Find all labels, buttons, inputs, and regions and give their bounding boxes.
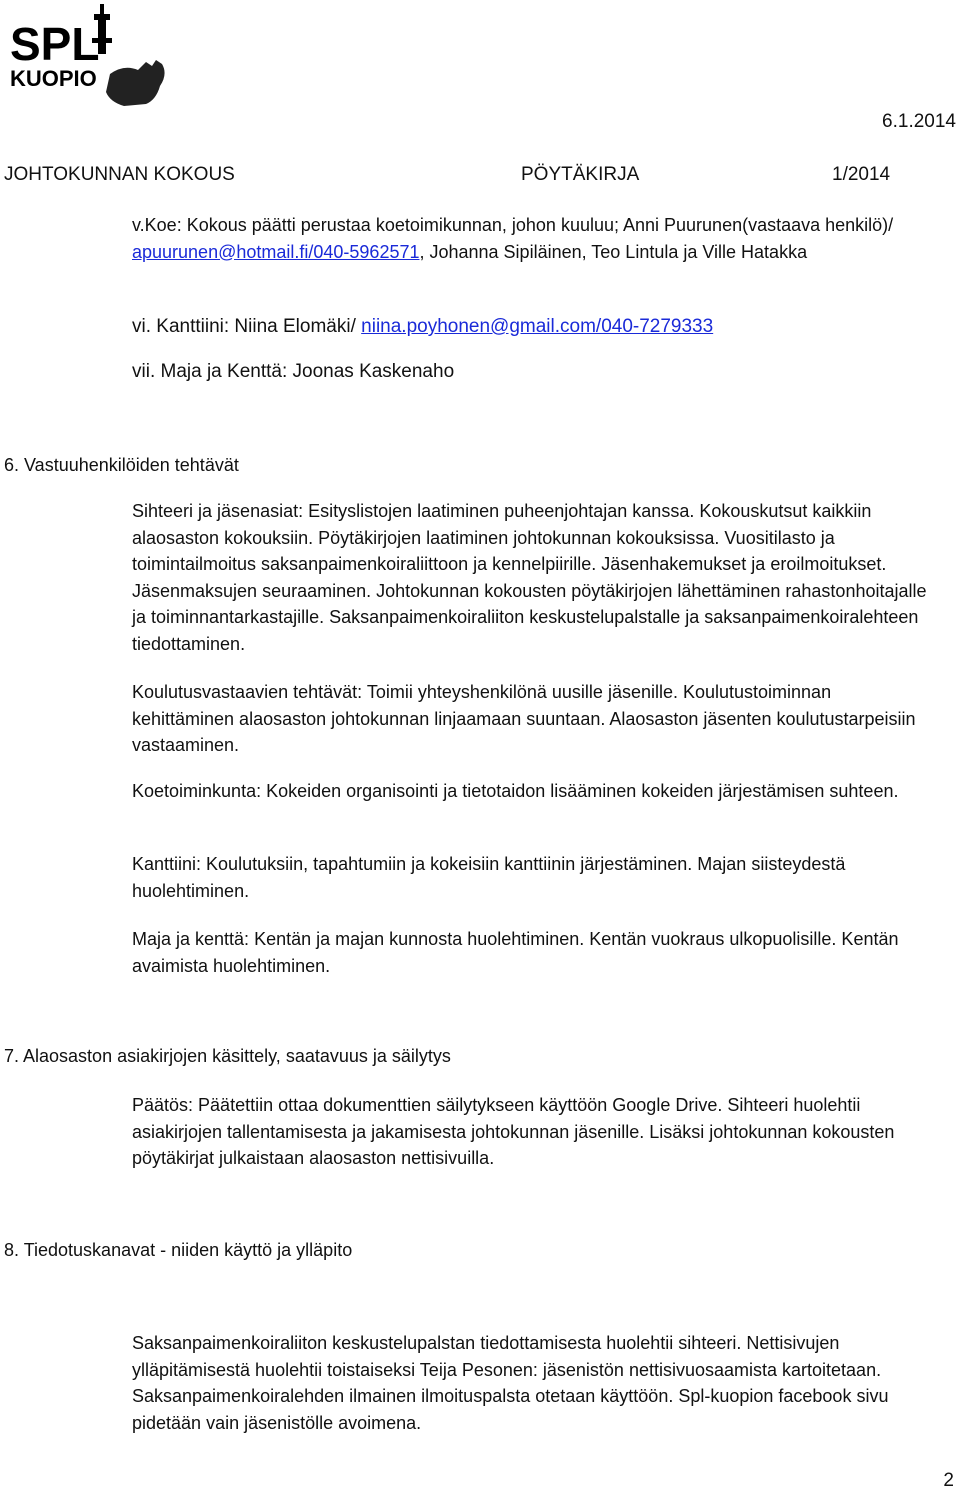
section-7-paragraph: Päätös: Päätettiin ottaa dokumenttien säilytykseen käyttöön Google Drive. Sihteeri huolehtii asiakirjojen tallentamisesta ja jakamisesta johtokunnan jäsenille. Lisäksi johtokunnan kokousten pöytäkirjat julkaistaan alaosaston nettisivuilla. xyxy=(132,1095,895,1169)
section-8-heading: 8. Tiedotuskanavat - niiden käyttö ja ylläpito xyxy=(4,1240,353,1260)
item-vi-prefix: vi. Kanttiini: Niina Elomäki/ xyxy=(132,316,362,337)
section-6-trials-paragraph: Koetoiminkunta: Kokeiden organisointi ja tietotaidon lisääminen kokeiden järjestämisen suhteen. xyxy=(132,781,899,801)
item-vi-paragraph xyxy=(132,314,932,341)
item-v-suffix: , Johanna Sipiläinen, Teo Lintula ja Ville Hatakka xyxy=(419,241,808,262)
item-v-prefix: v.Koe: Kokous päätti perustaa koetoimikunnan, johon kuuluu; Anni Puurunen(vastaava henkilö)/ xyxy=(132,215,894,235)
item-v-email-link[interactable]: apuurunen@hotmail.fi/040-5962571 xyxy=(132,241,420,262)
section-8-paragraph: Saksanpaimenkoiraliiton keskustelupalstan tiedottamisesta huolehtii sihteeri. Nettisivujen ylläpitämisestä huolehtii toistaiseksi Teija Pesonen: jäsenistön nettisivuosaamista kartoitetaan. Saksanpaimenkoiralehden ilmainen ilmoituspalsta otetaan käyttöön. Spl-kuopion facebook sivu pidetään vain jäsenistölle avoimena. xyxy=(132,1333,889,1433)
item-v-paragraph xyxy=(132,212,932,265)
item-vii-paragraph: vii. Maja ja Kenttä: Joonas Kaskenaho xyxy=(132,361,455,382)
logo-spl-text: SPL xyxy=(10,18,100,70)
spl-kuopio-logo xyxy=(6,4,176,114)
item-vi-email-link[interactable]: niina.poyhonen@gmail.com/040-7279333 xyxy=(361,316,714,337)
meeting-title: JOHTOKUNNAN KOKOUS xyxy=(4,164,235,185)
section-7-heading: 7. Alaosaston asiakirjojen käsittely, saatavuus ja säilytys xyxy=(4,1046,451,1066)
section-6-training-paragraph: Koulutusvastaavien tehtävät: Toimii yhteyshenkilönä uusille jäsenille. Koulutustoiminnan kehittäminen alaosaston johtokunnan linjaamaan suuntaan. Alaosaston jäsenten koulutustarpeisiin vastaaminen. xyxy=(132,682,916,756)
logo-kuopio-text: KUOPIO xyxy=(10,66,97,91)
section-6-secretary-paragraph: Sihteeri ja jäsenasiat: Esityslistojen laatiminen puheenjohtajan kanssa. Kokouskutsut kaikkiin alaosaston kokouksiin. Pöytäkirjojen laatiminen johtokunnan kokouksissa. Vuositilasto ja toimintailmoitus saksanpaimenkoiraliittoon ja kennelpiirille. Jäsenhakemukset ja eroilmoitukset. Jäsenmaksujen seuraaminen. Johtokunnan kokousten pöytäkirjojen lähettäminen rahastonhoitajalle ja toiminnantarkastajille. Saksanpaimenkoiraliiton keskustelupalstalle ja saksanpaimenkoiralehteen tiedottaminen. xyxy=(132,501,927,654)
section-6-heading: 6. Vastuuhenkilöiden tehtävät xyxy=(4,455,239,475)
page-number: 2 xyxy=(943,1470,954,1491)
document-date: 6.1.2014 xyxy=(882,111,956,132)
logo-graphic xyxy=(6,4,176,114)
section-6-field-paragraph: Maja ja kenttä: Kentän ja majan kunnosta huolehtiminen. Kentän vuokraus ulkopuolisille. Kentän avaimista huolehtiminen. xyxy=(132,929,899,976)
document-number: 1/2014 xyxy=(832,164,891,185)
section-6-canteen-paragraph: Kanttiini: Koulutuksiin, tapahtumiin ja kokeisiin kanttiinin järjestäminen. Majan siisteydestä huolehtiminen. xyxy=(132,854,846,901)
document-type: PÖYTÄKIRJA xyxy=(521,164,640,185)
